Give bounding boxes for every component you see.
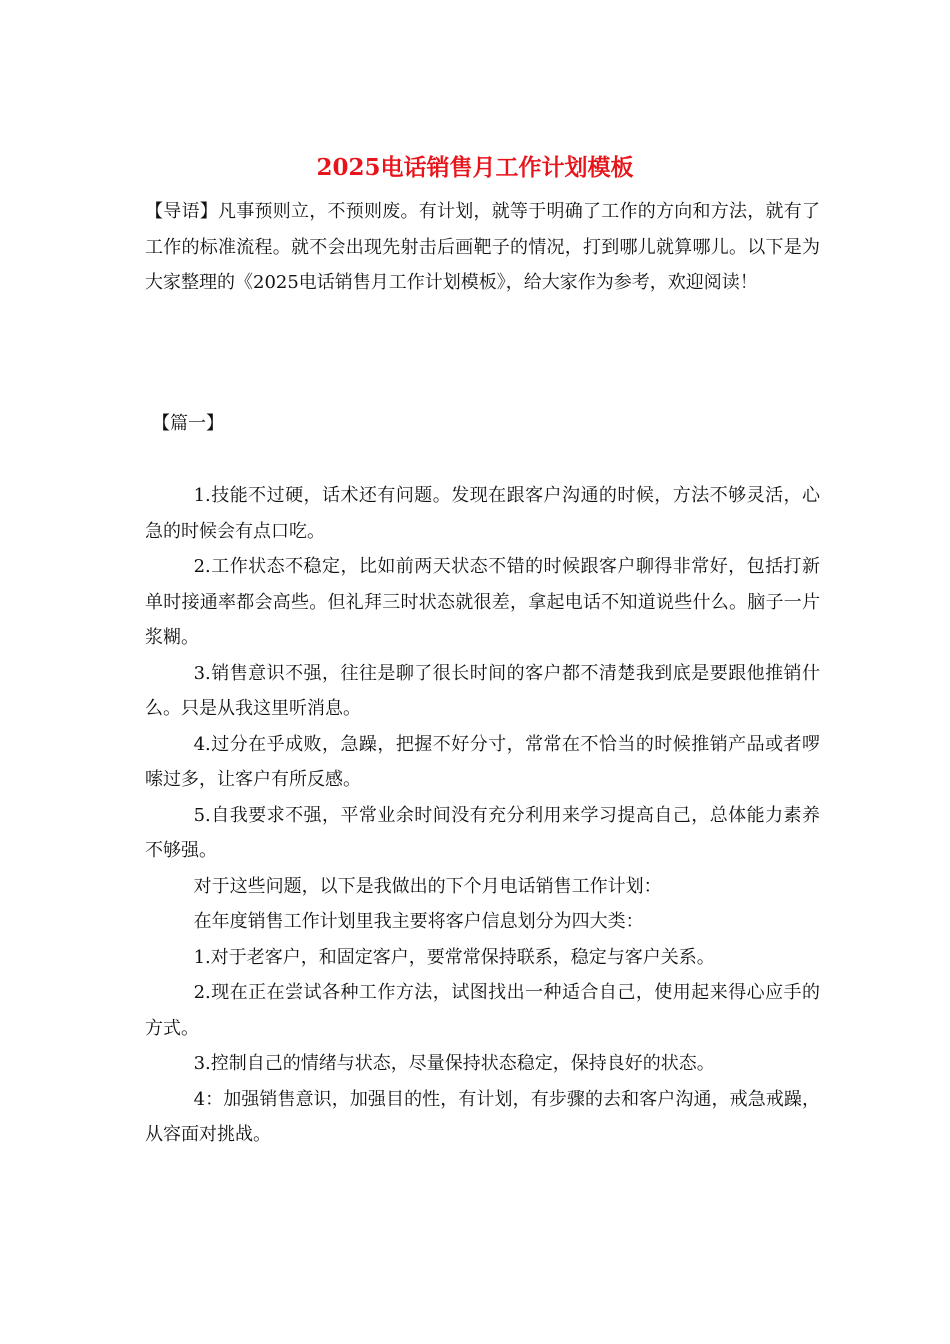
paragraph: 2.现在正在尝试各种工作方法，试图找出一种适合自己，使用起来得心应手的方式。 [145, 982, 820, 1039]
intro-paragraph: 【导语】凡事预则立，不预则废。有计划，就等于明确了工作的方向和方法，就有了工作的标准流程。就不会出现先射击后画靶子的情况，打到哪儿就算哪儿。以下是为大家整理的《2025电话销售月工作计划模板》，给大家作为参考，欢迎阅读！ [145, 201, 820, 293]
paragraph: 对于这些问题，以下是我做出的下个月电话销售工作计划： [193, 875, 662, 897]
paragraph: 2.工作状态不稳定，比如前两天状态不错的时候跟客户聊得非常好，包括打新单时接通率都会高些。但礼拜三时状态就很差，拿起电话不知道说些什么。脑子一片浆糊。 [145, 556, 820, 648]
paragraph: 4：加强销售意识，加强目的性，有计划，有步骤的去和客户沟通，戒急戒躁，从容面对挑战。 [145, 1088, 820, 1145]
paragraph: 5.自我要求不强，平常业余时间没有充分利用来学习提高自己，总体能力素养不够强。 [145, 804, 820, 861]
paragraph: 在年度销售工作计划里我主要将客户信息划分为四大类： [193, 911, 644, 932]
paragraph: 1.技能不过硬，话术还有问题。发现在跟客户沟通的时候，方法不够灵活，心急的时候会有点口吃。 [145, 485, 820, 542]
paragraph: 3.销售意识不强，往往是聊了很长时间的客户都不清楚我到底是要跟他推销什么。只是从我这里听消息。 [145, 662, 820, 719]
paragraph: 1.对于老客户，和固定客户，要常常保持联系，稳定与客户关系。 [193, 946, 715, 968]
section-label: 【篇一】 [152, 413, 224, 434]
document-title: 2025电话销售月工作计划模板 [316, 154, 634, 181]
paragraph: 3.控制自己的情绪与状态，尽量保持状态稳定，保持良好的状态。 [193, 1053, 715, 1074]
paragraph: 4.过分在乎成败，急躁，把握不好分寸，常常在不恰当的时候推销产品或者啰嗦过多，让客户有所反感。 [145, 733, 820, 790]
body-text [145, 478, 820, 1153]
